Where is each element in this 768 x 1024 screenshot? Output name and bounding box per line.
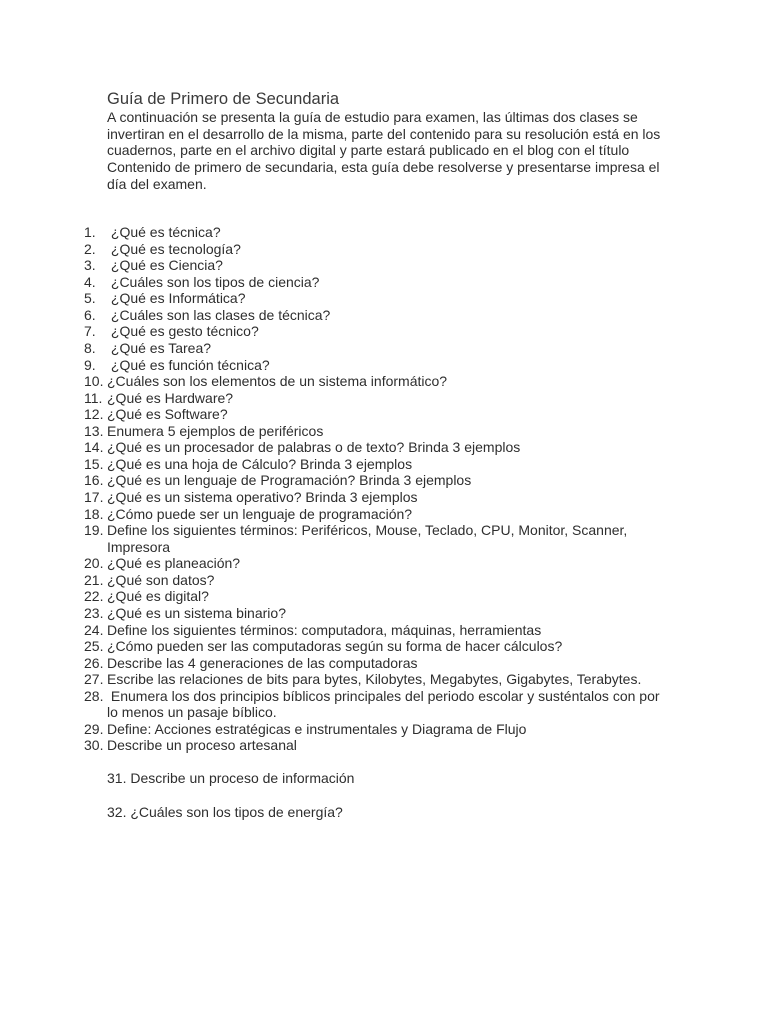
item-number: 26.: [84, 654, 104, 671]
item-number: 14.: [84, 439, 104, 456]
item-text: ¿Qué son datos?: [107, 571, 215, 588]
list-item: [84, 655, 674, 672]
item-number: 18.: [84, 505, 104, 522]
item-number: 4.: [84, 273, 96, 290]
item-text: ¿Qué es Hardware?: [107, 389, 234, 406]
item-text: ¿Qué es un lenguaje de Programación? Brinda 3 ejemplos: [107, 472, 472, 489]
item-text: ¿Qué es gesto técnico?: [107, 323, 259, 340]
list-item: [84, 241, 674, 258]
item-text: Enumera 5 ejemplos de periféricos: [107, 422, 324, 439]
question-list: [84, 224, 674, 754]
list-item: [84, 522, 674, 555]
item-text: ¿Qué es Tarea?: [107, 339, 212, 356]
list-item: [84, 423, 674, 440]
list-item: [84, 257, 674, 274]
list-item: [84, 489, 674, 506]
item-text: ¿Qué es función técnica?: [107, 356, 270, 373]
item-number: 1.: [84, 224, 96, 240]
item-text: ¿Qué es un sistema binario?: [107, 604, 286, 621]
item-text: ¿Qué es un procesador de palabras o de texto? Brinda 3 ejemplos: [107, 439, 521, 456]
list-item: [84, 439, 674, 456]
item-text: Escribe las relaciones de bits para bytes, Kilobytes, Megabytes, Gigabytes, Terabytes.: [107, 671, 642, 688]
item-text: ¿Qué es Ciencia?: [107, 257, 223, 274]
item-number: 8.: [84, 339, 96, 356]
list-item: [84, 274, 674, 291]
item-number: 7.: [84, 323, 96, 340]
list-item: [84, 357, 674, 374]
item-text: ¿Cuáles son los elementos de un sistema informático?: [107, 373, 448, 390]
item-text: Define los siguientes términos: Periféricos, Mouse, Teclado, CPU, Monitor, Scanner, Impresora: [107, 522, 632, 555]
item-number: 3.: [84, 257, 96, 274]
item-text: Describe un proceso artesanal: [107, 737, 297, 754]
list-item: [84, 340, 674, 357]
list-item: [84, 605, 674, 622]
list-item: [84, 588, 674, 605]
item-text: ¿Qué es Software?: [107, 406, 228, 423]
list-item: [84, 373, 674, 390]
item-text: Define los siguientes términos: computadora, máquinas, herramientas: [107, 621, 542, 638]
item-number: 12.: [84, 406, 104, 423]
list-item: [84, 721, 674, 738]
item-number: 24.: [84, 621, 104, 638]
item-number: 22.: [84, 588, 104, 605]
item-number: 27.: [84, 671, 104, 688]
list-item: [84, 555, 674, 572]
item-text: Enumera los dos principios bíblicos principales del periodo escolar y susténtalos con por lo menos un pasaje bíblico.: [107, 687, 664, 721]
item-number: 15.: [84, 455, 104, 472]
list-item: [84, 671, 674, 688]
item-number: 25.: [84, 638, 104, 655]
list-item: [84, 737, 674, 754]
item-number: 10.: [84, 373, 104, 390]
item-text: ¿Cuáles son los tipos de ciencia?: [107, 273, 320, 290]
list-item: [84, 406, 674, 423]
list-item: [84, 506, 674, 523]
item-number: 11.: [84, 389, 103, 406]
list-item: [84, 390, 674, 407]
item-number: 17.: [84, 489, 104, 505]
list-item: [84, 456, 674, 473]
item-text: ¿Qué es planeación?: [107, 555, 241, 572]
item-text: ¿Qué es una hoja de Cálculo? Brinda 3 ejemplos: [107, 455, 413, 472]
intro-paragraph: A continuación se presenta la guía de estudio para examen, las últimas dos clases se invertiran en el desarrollo de la misma, parte del contenido para su resolución está en los cuadernos, parte en el archivo digital y parte estará publicado en el blog con el título Contenido de primero de secundaria, esta guía debe resolverse y presentarse impresa el día del examen.: [107, 109, 661, 192]
item-number: 21.: [84, 571, 104, 588]
list-item: [84, 572, 674, 589]
item-number: 29.: [84, 720, 104, 737]
item-text: ¿Cómo puede ser un lenguaje de programación?: [107, 505, 413, 522]
list-item: [84, 622, 674, 639]
item-text: Define: Acciones estratégicas e instrumentales y Diagrama de Flujo: [107, 720, 527, 737]
item-number: 20.: [84, 555, 104, 572]
item-number: 13.: [84, 422, 104, 439]
item-number: 2.: [84, 240, 96, 257]
item-text: Describe las 4 generaciones de las computadoras: [107, 654, 418, 671]
item-text: ¿Cómo pueden ser las computadoras según su forma de hacer cálculos?: [107, 638, 563, 655]
item-text: ¿Qué es Informática?: [107, 290, 246, 307]
list-item: [84, 688, 674, 721]
list-item: [84, 290, 674, 307]
item-number: 9.: [84, 356, 96, 373]
list-item: [84, 472, 674, 489]
document-title: Guía de Primero de Secundaria: [107, 90, 340, 108]
item-text: ¿Qué es digital?: [107, 588, 209, 605]
item-number: 5.: [84, 290, 96, 307]
list-item: [84, 638, 674, 655]
item-number: 16.: [84, 472, 104, 489]
item-number: 30.: [84, 737, 104, 754]
item-number: 23.: [84, 604, 104, 621]
item-number: 6.: [84, 306, 96, 323]
item-text: ¿Qué es técnica?: [107, 224, 221, 240]
list-item: [84, 323, 674, 340]
question-32: 32. ¿Cuáles son los tipos de energía?: [107, 804, 343, 820]
question-31: 31. Describe un proceso de información: [107, 770, 355, 786]
item-text: ¿Qué es un sistema operativo? Brinda 3 ejemplos: [107, 489, 418, 505]
list-item: [84, 224, 674, 241]
item-number: 19.: [84, 522, 104, 539]
item-text: ¿Cuáles son las clases de técnica?: [107, 306, 331, 323]
item-number: 28.: [84, 687, 104, 704]
item-text: ¿Qué es tecnología?: [107, 240, 241, 257]
list-item: [84, 307, 674, 324]
